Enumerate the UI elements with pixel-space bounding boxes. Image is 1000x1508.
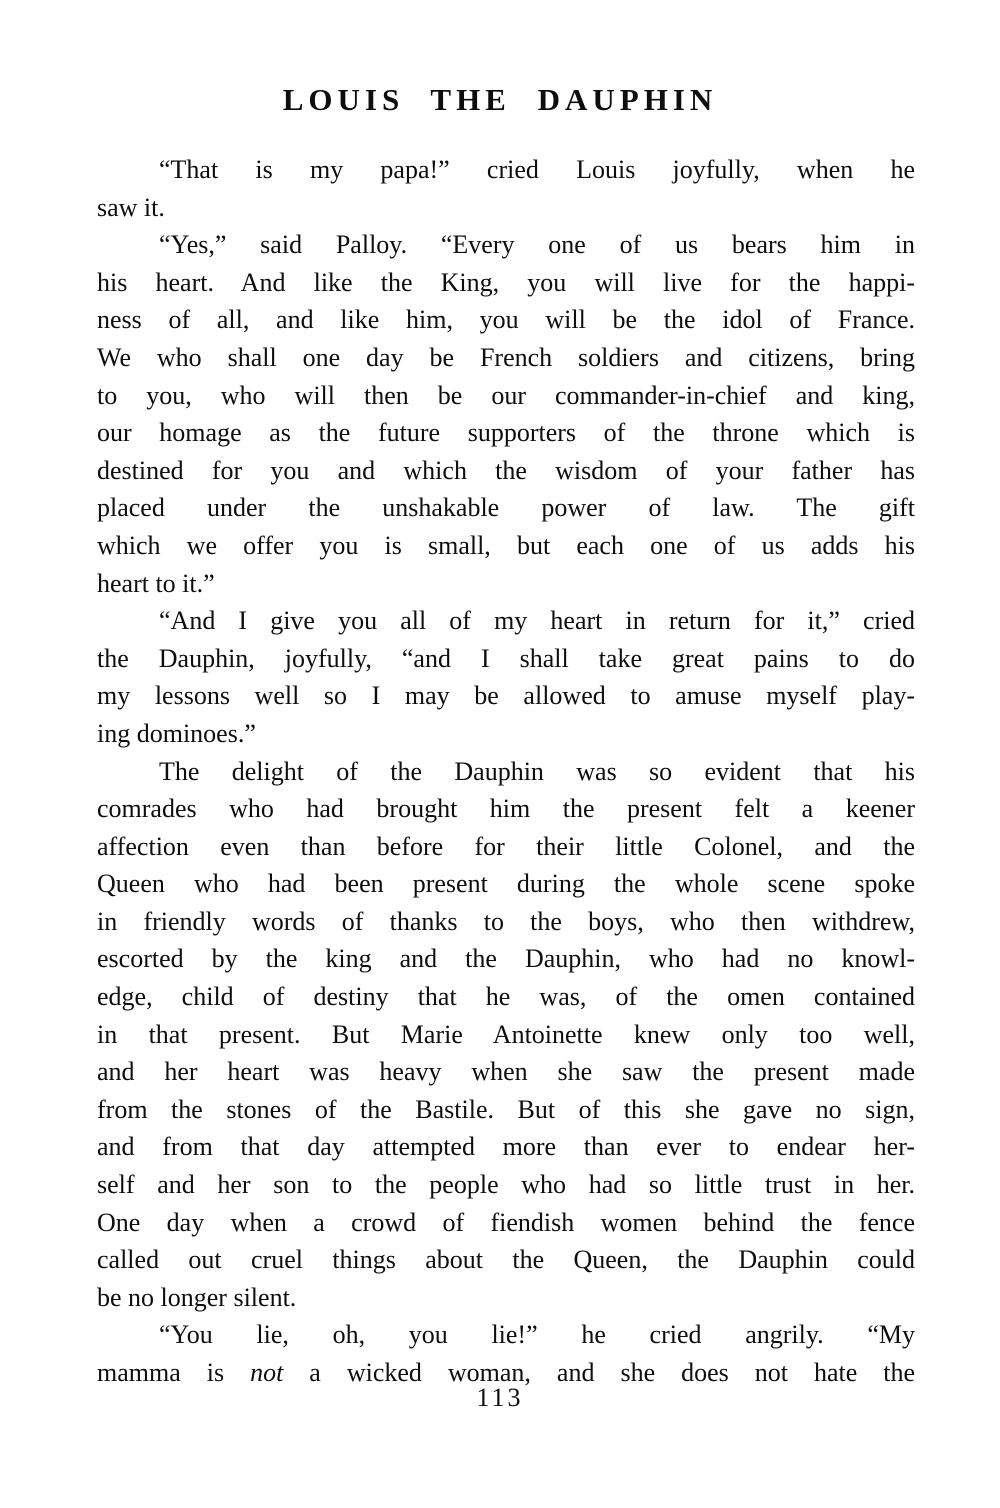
text-line: comrades who had brought him the present felt a keener [97,794,915,824]
text-line: One day when a crowd of fiendish women behind the fence [97,1207,915,1237]
text-line: “That is my papa!” cried Louis joyfully, when he [159,155,915,184]
text-line: my lessons well so I may be allowed to amuse myself play- [97,681,915,711]
text-segment: a wicked woman, and she does not hate the [283,1358,916,1387]
text-line: be no longer silent. [97,1282,297,1312]
italic-word: not [250,1358,284,1387]
text-line: saw it. [97,192,165,222]
text-line: to you, who will then be our commander-in-chief and king, [97,380,915,410]
text-line: The delight of the Dauphin was so evident that his [159,756,915,786]
text-line: heart to it.” [97,568,215,598]
text-line: ing dominoes.” [97,718,256,748]
text-line: “You lie, oh, you lie!” he cried angrily. “My [159,1320,915,1350]
text-line: placed under the unshakable power of law. The gift [97,493,915,523]
text-line: affection even than before for their little Colonel, and the [97,831,915,861]
text-line: and her heart was heavy when she saw the present made [97,1057,915,1087]
text-line: “Yes,” said Palloy. “Every one of us bears him in [159,230,915,260]
page-header: LOUIS THE DAUPHIN [282,82,718,117]
text-line: destined for you and which the wisdom of your father has [97,455,915,485]
text-line: which we offer you is small, but each one of us adds his [97,530,915,560]
text-line: called out cruel things about the Queen, the Dauphin could [97,1245,915,1275]
text-line: self and her son to the people who had so little trust in her. [97,1170,915,1200]
text-line: edge, child of destiny that he was, of the omen contained [97,982,915,1012]
text-line: in friendly words of thanks to the boys, who then withdrew, [97,906,915,936]
text-line: the Dauphin, joyfully, “and I shall take great pains to do [97,643,915,673]
text-line: our homage as the future supporters of the throne which is [97,418,915,448]
text-line: We who shall one day be French soldiers and citizens, bring [97,342,915,372]
text-line: from the stones of the Bastile. But of this she gave no sign, [97,1094,915,1124]
text-line: Queen who had been present during the whole scene spoke [97,869,915,899]
body-text [97,151,915,1392]
text-line: ness of all, and like him, you will be the idol of France. [97,305,915,335]
text-segment: mamma is [97,1358,251,1387]
text-line: “And I give you all of my heart in return for it,” cried [159,606,915,636]
text-line: escorted by the king and the Dauphin, who had no knowl- [97,944,915,974]
text-line: in that present. But Marie Antoinette knew only too well, [97,1019,915,1049]
text-line: and from that day attempted more than ever to endear her- [97,1132,915,1162]
text-line: his heart. And like the King, you will live for the happi- [97,267,915,297]
page-number: 113 [476,1383,524,1412]
